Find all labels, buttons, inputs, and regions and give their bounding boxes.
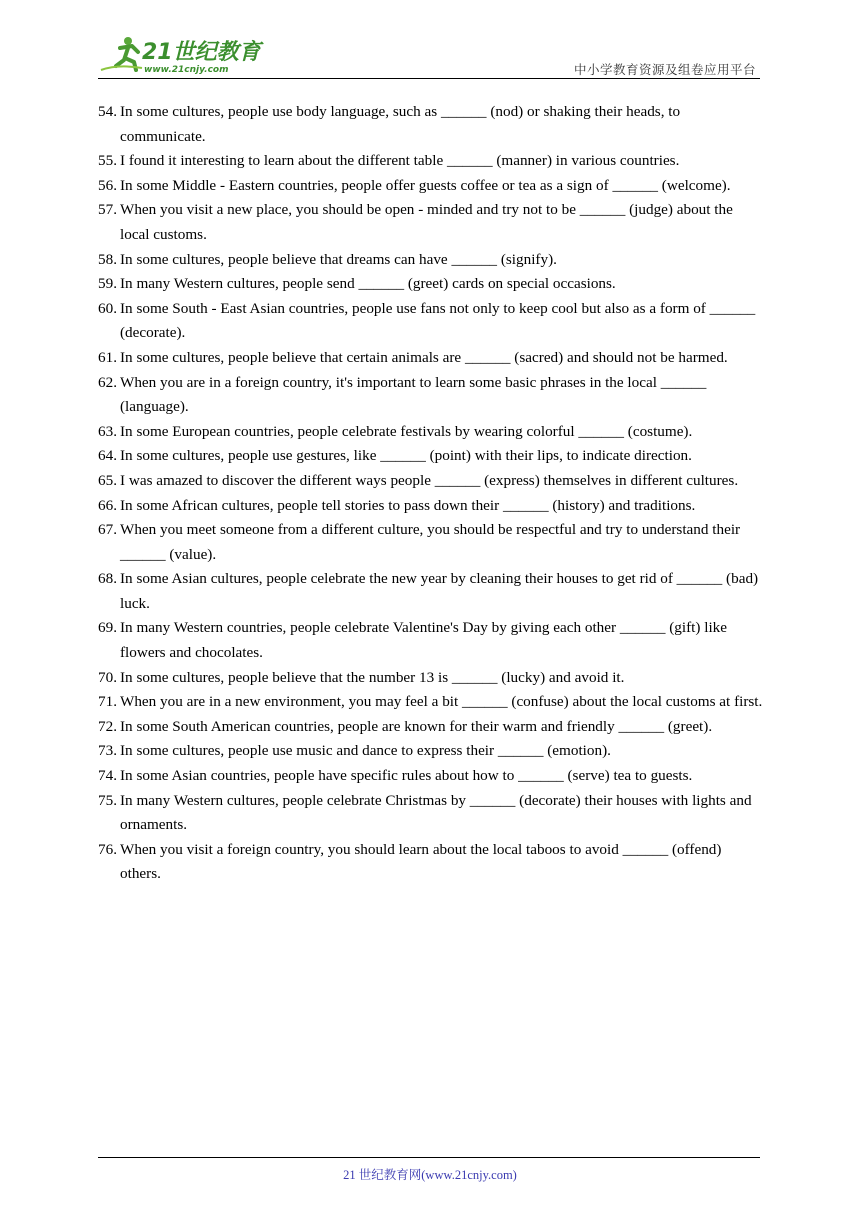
footer-text: 21 世纪教育网(www.21cnjy.com) — [343, 1168, 517, 1182]
question-number: 73. — [98, 742, 117, 760]
question-item — [98, 739, 763, 764]
question-number: 69. — [98, 619, 117, 637]
question-text: In some European countries, people celebrate festivals by wearing colorful ______ (costume). — [120, 422, 693, 440]
question-number: 67. — [98, 521, 117, 539]
question-text: I was amazed to discover the different ways people ______ (express) themselves in different cultures. — [120, 471, 739, 489]
question-text: In some South - East Asian countries, people use fans not only to keep cool but also as a form of ______ (decorate). — [120, 299, 756, 342]
question-text: In many Western cultures, people celebrate Christmas by ______ (decorate) their houses with lights and ornaments. — [120, 791, 752, 834]
question-number: 66. — [98, 496, 117, 514]
question-number: 75. — [98, 791, 117, 809]
question-text: When you visit a foreign country, you should learn about the local taboos to avoid ______ (offend) others. — [120, 840, 722, 883]
platform-slogan: 中小学教育资源及组卷应用平台 — [573, 62, 756, 77]
question-number: 61. — [98, 348, 117, 366]
question-item — [98, 149, 763, 174]
question-item — [98, 272, 763, 297]
question-text: When you meet someone from a different culture, you should be respectful and try to understand their ______ (value). — [120, 521, 741, 563]
question-text: In some cultures, people use body language, such as ______ (nod) or shaking their heads, to communicate. — [120, 103, 681, 145]
question-number: 64. — [98, 447, 117, 465]
question-number: 58. — [98, 250, 117, 268]
question-text: In some cultures, people believe that dreams can have ______ (signify). — [120, 250, 557, 268]
question-number: 57. — [98, 201, 117, 219]
question-text: In some Asian countries, people have specific rules about how to ______ (serve) tea to guests. — [120, 767, 693, 785]
question-item — [98, 764, 763, 789]
question-item — [98, 469, 763, 494]
question-text: I found it interesting to learn about the different table ______ (manner) in various countries. — [120, 152, 680, 170]
question-text: When you visit a new place, you should be open - minded and try not to be ______ (judge) about the local customs. — [120, 201, 733, 243]
question-item — [98, 297, 763, 346]
question-text: In some African cultures, people tell stories to pass down their ______ (history) and traditions. — [120, 496, 696, 514]
question-text: In some cultures, people believe that certain animals are ______ (sacred) and should not be harmed. — [120, 348, 728, 366]
question-text: In some cultures, people use gestures, like ______ (point) with their lips, to indicate direction. — [120, 447, 692, 465]
question-number: 74. — [98, 767, 117, 785]
question-item — [98, 838, 763, 887]
question-number: 55. — [98, 152, 117, 170]
svg-text:21世纪教育: 21世纪教育 — [142, 40, 261, 65]
question-number: 56. — [98, 176, 117, 194]
question-number: 65. — [98, 471, 117, 489]
question-number: 62. — [98, 373, 117, 391]
question-list — [98, 100, 763, 887]
question-text: In many Western countries, people celebrate Valentine's Day by giving each other ______ (gift) like flowers and chocolates. — [120, 619, 727, 662]
question-number: 70. — [98, 668, 117, 686]
page-header — [98, 30, 760, 79]
question-text: In some cultures, people believe that the number 13 is ______ (lucky) and avoid it. — [120, 668, 625, 686]
footer-divider — [98, 1157, 760, 1158]
site-logo — [98, 32, 268, 76]
question-number: 54. — [98, 103, 117, 120]
question-item — [98, 494, 763, 519]
question-item — [98, 420, 763, 445]
question-item — [98, 666, 763, 691]
question-item — [98, 567, 763, 616]
question-text: In some Asian cultures, people celebrate the new year by cleaning their houses to get rid of ______ (bad) luck. — [120, 570, 759, 612]
question-number: 63. — [98, 422, 117, 440]
question-item — [98, 518, 763, 567]
question-item — [98, 198, 763, 247]
question-item — [98, 444, 763, 469]
question-text: When you are in a foreign country, it's important to learn some basic phrases in the local ______ (language). — [120, 373, 707, 416]
question-text: In many Western cultures, people send ______ (greet) cards on special occasions. — [120, 275, 616, 293]
question-item — [98, 616, 763, 665]
question-text: In some Middle - Eastern countries, people offer guests coffee or tea as a sign of ______ (welcome). — [120, 176, 731, 194]
question-number: 60. — [98, 299, 117, 317]
question-text: In some South American countries, people are known for their warm and friendly ______ (greet). — [120, 717, 713, 735]
question-number: 72. — [98, 717, 117, 735]
question-number: 59. — [98, 275, 117, 293]
question-item — [98, 346, 763, 371]
question-item — [98, 789, 763, 838]
question-item — [98, 174, 763, 199]
question-item — [98, 371, 763, 420]
question-number: 71. — [98, 693, 117, 711]
question-item — [98, 100, 763, 149]
question-text: In some cultures, people use music and dance to express their ______ (emotion). — [120, 742, 611, 760]
svg-text:www.21cnjy.com: www.21cnjy.com — [144, 65, 229, 75]
question-item — [98, 690, 763, 715]
question-number: 68. — [98, 570, 117, 588]
question-text: When you are in a new environment, you may feel a bit ______ (confuse) about the local customs at first. — [120, 693, 763, 711]
question-number: 76. — [98, 840, 117, 858]
question-item — [98, 248, 763, 273]
question-item — [98, 715, 763, 740]
